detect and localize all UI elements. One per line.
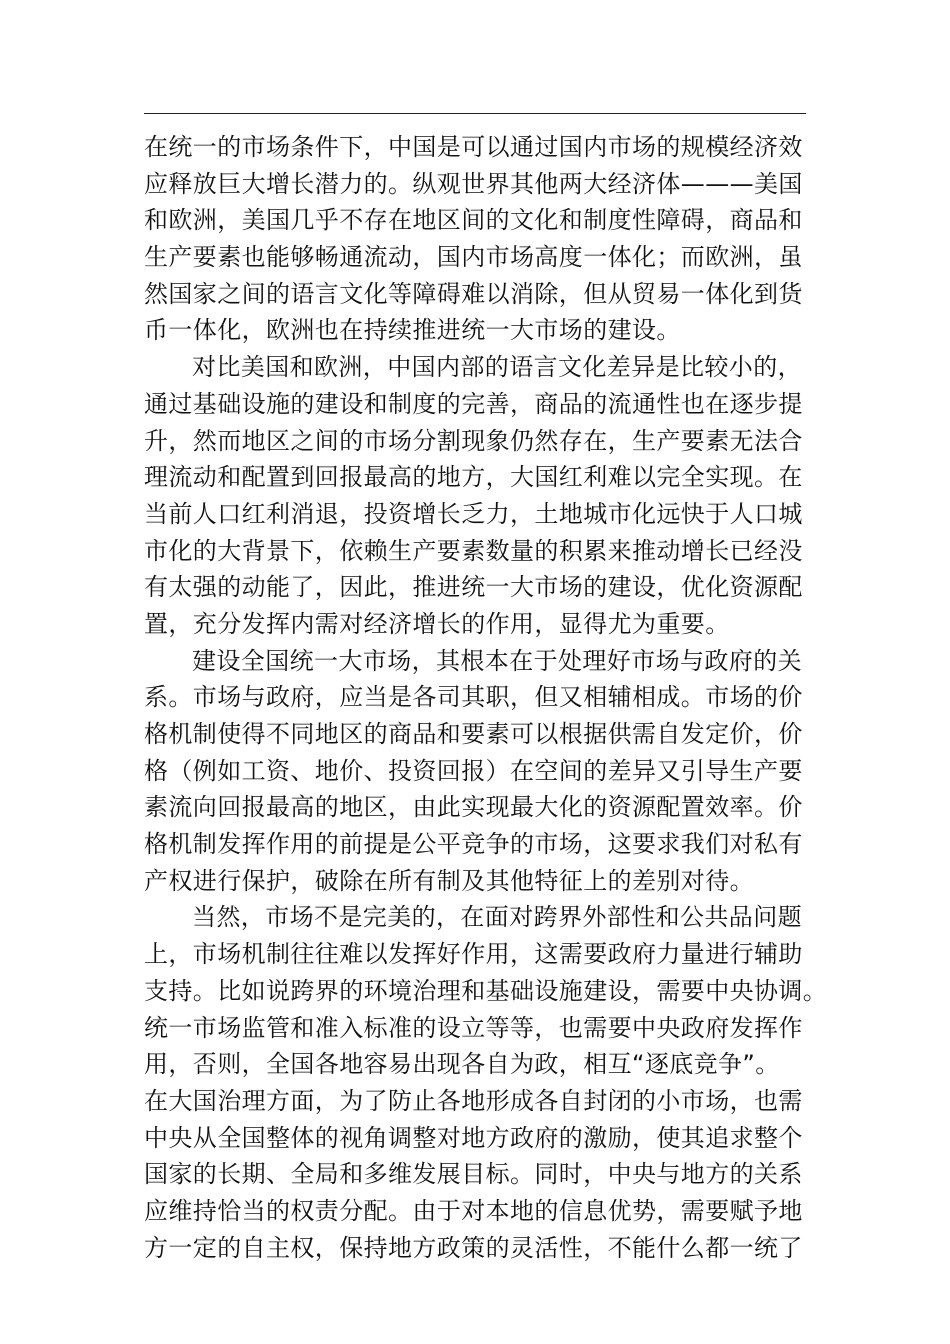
text-line: 通过基础设施的建设和制度的完善，商品的流通性也在逐步提 bbox=[144, 389, 803, 418]
text-line: 国家的长期、全局和多维发展目标。同时，中央与地方的关系 bbox=[144, 1160, 803, 1189]
text-line: 格机制发挥作用的前提是公平竞争的市场，这要求我们对私有 bbox=[144, 830, 803, 859]
text-line: 方一定的自主权，保持地方政策的灵活性，不能什么都一统了 bbox=[144, 1233, 803, 1262]
text-line: 当前人口红利消退，投资增长乏力，土地城市化远快于人口城 bbox=[144, 499, 803, 528]
text-line: 和欧洲，美国几乎不存在地区间的文化和制度性障碍，商品和 bbox=[144, 206, 803, 235]
text-line: 置，充分发挥内需对经济增长的作用，显得尤为重要。 bbox=[144, 609, 730, 638]
text-line: 上，市场机制往往难以发挥好作用，这需要政府力量进行辅助 bbox=[144, 940, 803, 969]
text-line: 理流动和配置到回报最高的地方，大国红利难以完全实现。在 bbox=[144, 463, 803, 492]
text-line: 系。市场与政府，应当是各司其职，但又相辅相成。市场的价 bbox=[144, 683, 803, 712]
body-text bbox=[144, 129, 828, 1266]
text-line: 在大国治理方面，为了防止各地形成各自封闭的小市场，也需 bbox=[144, 1086, 803, 1115]
text-line: 格机制使得不同地区的商品和要素可以根据供需自发定价，价 bbox=[144, 720, 803, 748]
text-line: 用，否则，全国各地容易出现各自为政，相互“逐底竞争”。 bbox=[144, 1050, 780, 1079]
text-line: 统一市场监管和准入标准的设立等等，也需要中央政府发挥作 bbox=[144, 1013, 803, 1042]
text-line: 有太强的动能了，因此，推进统一大市场的建设，优化资源配 bbox=[144, 573, 803, 602]
text-line: 产权进行保护，破除在所有制及其他特征上的差别对待。 bbox=[144, 866, 754, 895]
text-line: 应维持恰当的权责分配。由于对本地的信息优势，需要赋予地 bbox=[144, 1196, 803, 1225]
text-line: 然国家之间的语言文化等障碍难以消除，但从贸易一体化到货 bbox=[144, 279, 803, 308]
text-line: 中央从全国整体的视角调整对地方政府的激励，使其追求整个 bbox=[144, 1123, 803, 1152]
text-line: 建设全国统一大市场，其根本在于处理好市场与政府的关 bbox=[192, 646, 802, 675]
text-line: 升，然而地区之间的市场分割现象仍然存在，生产要素无法合 bbox=[144, 426, 803, 455]
text-line: 对比美国和欧洲，中国内部的语言文化差异是比较小的， bbox=[192, 353, 802, 382]
text-line: 生产要素也能够畅通流动，国内市场高度一体化；而欧洲，虽 bbox=[144, 243, 803, 272]
text-line: 币一体化，欧洲也在持续推进统一大市场的建设。 bbox=[144, 316, 681, 345]
text-line: 应释放巨大增长潜力的。纵观世界其他两大经济体———美国 bbox=[144, 169, 803, 198]
text-line: 市化的大背景下，依赖生产要素数量的积累来推动增长已经没 bbox=[144, 536, 803, 565]
header-rule bbox=[144, 113, 806, 114]
text-line: 在统一的市场条件下，中国是可以通过国内市场的规模经济效 bbox=[144, 133, 803, 161]
text-line: 格（例如工资、地价、投资回报）在空间的差异又引导生产要 bbox=[144, 756, 803, 785]
text-line: 素流向回报最高的地区，由此实现最大化的资源配置效率。价 bbox=[144, 793, 803, 822]
text-line: 当然，市场不是完美的，在面对跨界外部性和公共品问题 bbox=[192, 903, 802, 932]
text-line: 支持。比如说跨界的环境治理和基础设施建设，需要中央协调。 bbox=[144, 976, 828, 1005]
